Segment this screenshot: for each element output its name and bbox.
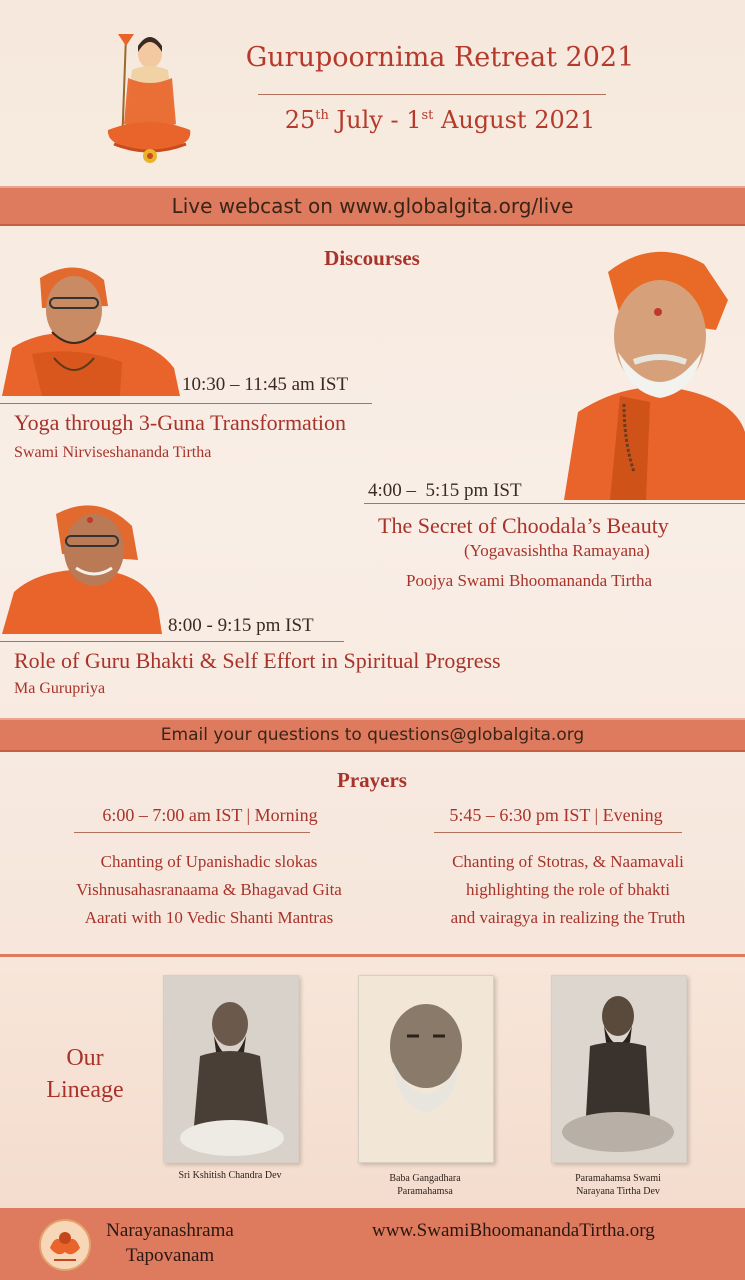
lineage-photo-1 — [163, 975, 299, 1163]
morning-lines — [12, 848, 406, 932]
lineage-heading-line1: Our — [66, 1045, 104, 1071]
lineage-heading — [20, 1042, 150, 1106]
discourse1-speaker: Swami Nirviseshananda Tirtha — [14, 444, 212, 461]
webcast-text[interactable]: Live webcast on www.globalgita.org/live — [171, 194, 574, 218]
discourse2-subtitle: (Yogavasishtha Ramayana) — [464, 541, 650, 560]
discourse3-divider — [0, 641, 344, 642]
evening-lines — [400, 848, 736, 932]
lineage-caption-1-line1: Sri Kshitish Chandra Dev — [178, 1170, 282, 1181]
lineage-caption-3-line1: Paramahamsa Swami — [575, 1173, 661, 1184]
sri-kshitish-portrait — [164, 976, 298, 1162]
evening-divider — [434, 832, 682, 833]
prayers-heading: Prayers — [337, 768, 407, 792]
shankaracharya-illustration — [98, 26, 198, 166]
evening-line-2: highlighting the role of bhakti — [466, 880, 670, 899]
webcast-banner — [0, 186, 745, 226]
lineage-caption-2 — [345, 1172, 505, 1198]
discourses-heading: Discourses — [324, 246, 420, 270]
morning-divider — [74, 832, 310, 833]
lineage-photo-3 — [551, 975, 687, 1163]
org-name — [100, 1218, 240, 1268]
website-link[interactable]: www.SwamiBhoomanandaTirtha.org — [372, 1220, 655, 1241]
lineage-caption-1 — [150, 1169, 310, 1182]
morning-time: 6:00 – 7:00 am IST | Morning — [102, 805, 318, 825]
email-text[interactable]: Email your questions to questions@globalgita.org — [160, 725, 585, 745]
discourse1-title: Yoga through 3-Guna Transformation — [14, 410, 347, 435]
end-day-suffix: st — [421, 108, 434, 123]
discourse1-time: 10:30 – 11:45 am IST — [182, 374, 349, 395]
swami-nirviseshananda-photo — [2, 258, 180, 396]
discourse3-speaker: Ma Gurupriya — [14, 680, 106, 697]
org-name-line2: Tapovanam — [125, 1245, 215, 1266]
discourse2-speaker: Poojya Swami Bhoomananda Tirtha — [406, 571, 653, 590]
start-day: 25 — [284, 106, 316, 134]
email-banner — [0, 718, 745, 752]
ma-gurupriya-photo — [2, 496, 162, 634]
discourse1-divider — [0, 403, 372, 404]
baba-gangadhara-portrait — [359, 976, 493, 1162]
org-name-line1: Narayanashrama — [106, 1220, 234, 1241]
title-divider — [258, 94, 606, 95]
morning-line-1: Chanting of Upanishadic slokas — [100, 852, 318, 871]
footer — [0, 1208, 745, 1280]
lineage-caption-3-line2: Narayana Tirtha Dev — [576, 1186, 660, 1197]
swami-bhoomananda-photo — [564, 242, 745, 500]
discourse2-title: The Secret of Choodala’s Beauty — [378, 513, 669, 538]
lineage-caption-3 — [538, 1172, 698, 1198]
end-day: 1 — [406, 106, 422, 134]
evening-line-1: Chanting of Stotras, & Naamavali — [452, 852, 684, 871]
retreat-dates — [200, 106, 680, 134]
ashram-logo-icon — [38, 1218, 92, 1272]
start-day-suffix: th — [315, 108, 329, 123]
evening-time: 5:45 – 6:30 pm IST | Evening — [449, 805, 663, 825]
morning-line-2: Vishnusahasranaama & Bhagavad Gita — [76, 880, 342, 899]
discourse3-title: Role of Guru Bhakti & Self Effort in Spiritual Progress — [14, 648, 501, 673]
end-month: August 2021 — [433, 106, 596, 134]
discourse2-time: 4:00 – 5:15 pm IST — [368, 480, 522, 501]
lineage-caption-2-line2: Paramahamsa — [397, 1186, 453, 1197]
discourse3-time: 8:00 - 9:15 pm IST — [168, 615, 314, 636]
evening-line-3: and vairagya in realizing the Truth — [450, 908, 686, 927]
lineage-photo-2 — [358, 975, 494, 1163]
date-separator: - — [382, 106, 407, 134]
morning-line-3: Aarati with 10 Vedic Shanti Mantras — [84, 908, 334, 927]
narayana-tirtha-portrait — [552, 976, 686, 1162]
discourse2-divider — [364, 503, 745, 504]
lineage-caption-2-line1: Baba Gangadhara — [389, 1173, 461, 1184]
retreat-title: Gurupoornima Retreat 2021 — [245, 42, 635, 73]
start-month: July — [328, 106, 383, 134]
lineage-heading-line2: Lineage — [46, 1077, 124, 1103]
